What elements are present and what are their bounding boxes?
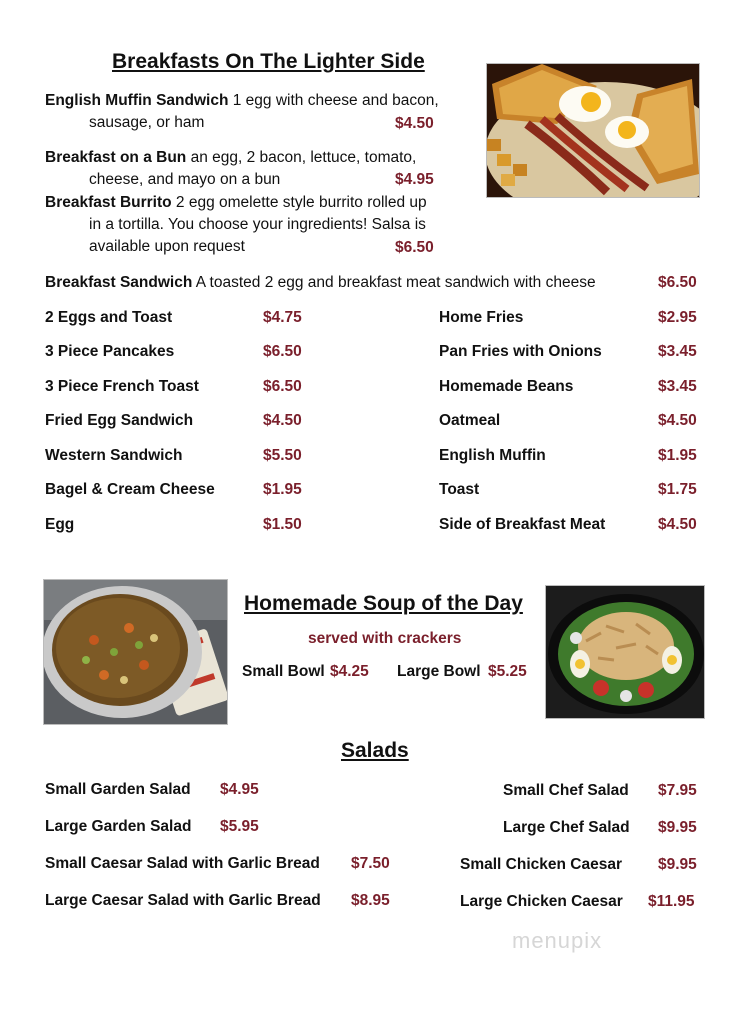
item-description-cont: in a tortilla. You choose your ingredients! Salsa is: [89, 216, 426, 233]
item-name: Breakfast Burrito: [45, 194, 172, 211]
menu-item-name: Small Caesar Salad with Garlic Bread: [45, 855, 320, 872]
item-description: A toasted 2 egg and breakfast meat sandwich with cheese: [192, 274, 596, 291]
item-description: 2 egg omelette style burrito rolled up: [171, 194, 427, 211]
item-price: $4.95: [395, 171, 434, 188]
item-price: $4.50: [658, 412, 697, 429]
menu-item-breakfast-on-a-bun: [45, 147, 416, 169]
item-price: $6.50: [395, 239, 434, 256]
menu-item-name: 3 Piece French Toast: [45, 378, 199, 395]
item-price: $4.95: [220, 781, 259, 798]
menu-item-breakfast-sandwich: [45, 272, 596, 294]
item-price: $2.95: [658, 309, 697, 326]
menu-item-name: Oatmeal: [439, 412, 501, 429]
menu-item-name: Large Chicken Caesar: [460, 893, 623, 910]
soup-bowl-illustration: [44, 580, 227, 724]
menu-item-name: Bagel & Cream Cheese: [45, 481, 215, 498]
soup-small-bowl-price: $4.25: [330, 663, 369, 680]
menu-item-name: Western Sandwich: [45, 447, 183, 464]
menu-item-name: Pan Fries with Onions: [439, 343, 602, 360]
soup-subtitle: served with crackers: [308, 630, 462, 647]
breakfast-plate-photo: [486, 63, 700, 198]
menu-item-name: 3 Piece Pancakes: [45, 343, 175, 360]
soup-large-bowl-price: $5.25: [488, 663, 527, 680]
menu-item-breakfast-burrito: [45, 192, 427, 214]
menu-item-name: Large Chef Salad: [503, 819, 630, 836]
item-price: $4.75: [263, 309, 302, 326]
item-price: $1.75: [658, 481, 697, 498]
breakfast-plate-illustration: [487, 64, 699, 197]
item-price: $6.50: [263, 378, 302, 395]
menu-item-english-muffin-sandwich: [45, 90, 439, 112]
menu-item-name: Small Chef Salad: [503, 782, 629, 799]
item-price: $6.50: [263, 343, 302, 360]
item-description: an egg, 2 bacon, lettuce, tomato,: [186, 149, 417, 166]
menu-item-name: Homemade Beans: [439, 378, 574, 395]
item-price: $9.95: [658, 819, 697, 836]
item-name: English Muffin Sandwich: [45, 92, 229, 109]
menu-item-name: Fried Egg Sandwich: [45, 412, 194, 429]
item-name: Breakfast on a Bun: [45, 149, 187, 166]
menu-item-name: Large Caesar Salad with Garlic Bread: [45, 892, 321, 909]
item-price: $1.95: [658, 447, 697, 464]
menu-item-name: 2 Eggs and Toast: [45, 309, 173, 326]
chef-salad-photo: [545, 585, 705, 719]
breakfast-section-title: Breakfasts On The Lighter Side: [112, 50, 425, 73]
item-price: $1.50: [263, 516, 302, 533]
menu-item-name: Side of Breakfast Meat: [439, 516, 606, 533]
item-name: Breakfast Sandwich: [45, 274, 193, 291]
soup-section-title: Homemade Soup of the Day: [244, 592, 523, 615]
menupix-watermark: menupix: [512, 928, 603, 953]
item-description-cont: cheese, and mayo on a bun: [89, 171, 281, 188]
menu-item-name: Home Fries: [439, 309, 524, 326]
item-price: $11.95: [648, 893, 695, 910]
item-price: $5.50: [263, 447, 302, 464]
item-price: $1.95: [263, 481, 302, 498]
menu-item-name: Large Garden Salad: [45, 818, 192, 835]
menu-item-name: Small Garden Salad: [45, 781, 191, 798]
item-price: $6.50: [658, 274, 697, 291]
menu-item-name: Small Chicken Caesar: [460, 856, 622, 873]
item-price: $8.95: [351, 892, 390, 909]
item-description: 1 egg with cheese and bacon,: [228, 92, 439, 109]
item-price: $3.45: [658, 378, 697, 395]
menu-item-name: Egg: [45, 516, 75, 533]
item-price: $9.95: [658, 856, 697, 873]
soup-small-bowl-label: Small Bowl: [242, 663, 325, 680]
item-price: $4.50: [395, 115, 434, 132]
soup-bowl-photo: [43, 579, 228, 725]
menu-item-name: English Muffin: [439, 447, 546, 464]
item-price: $4.50: [263, 412, 302, 429]
item-price: $4.50: [658, 516, 697, 533]
item-description-cont: available upon request: [89, 238, 245, 255]
chef-salad-illustration: [546, 586, 704, 718]
soup-large-bowl-label: Large Bowl: [397, 663, 481, 680]
item-price: $7.95: [658, 782, 697, 799]
item-description-cont: sausage, or ham: [89, 114, 205, 131]
item-price: $7.50: [351, 855, 390, 872]
item-price: $5.95: [220, 818, 259, 835]
salads-section-title: Salads: [341, 739, 409, 762]
item-price: $3.45: [658, 343, 697, 360]
menu-item-name: Toast: [439, 481, 480, 498]
